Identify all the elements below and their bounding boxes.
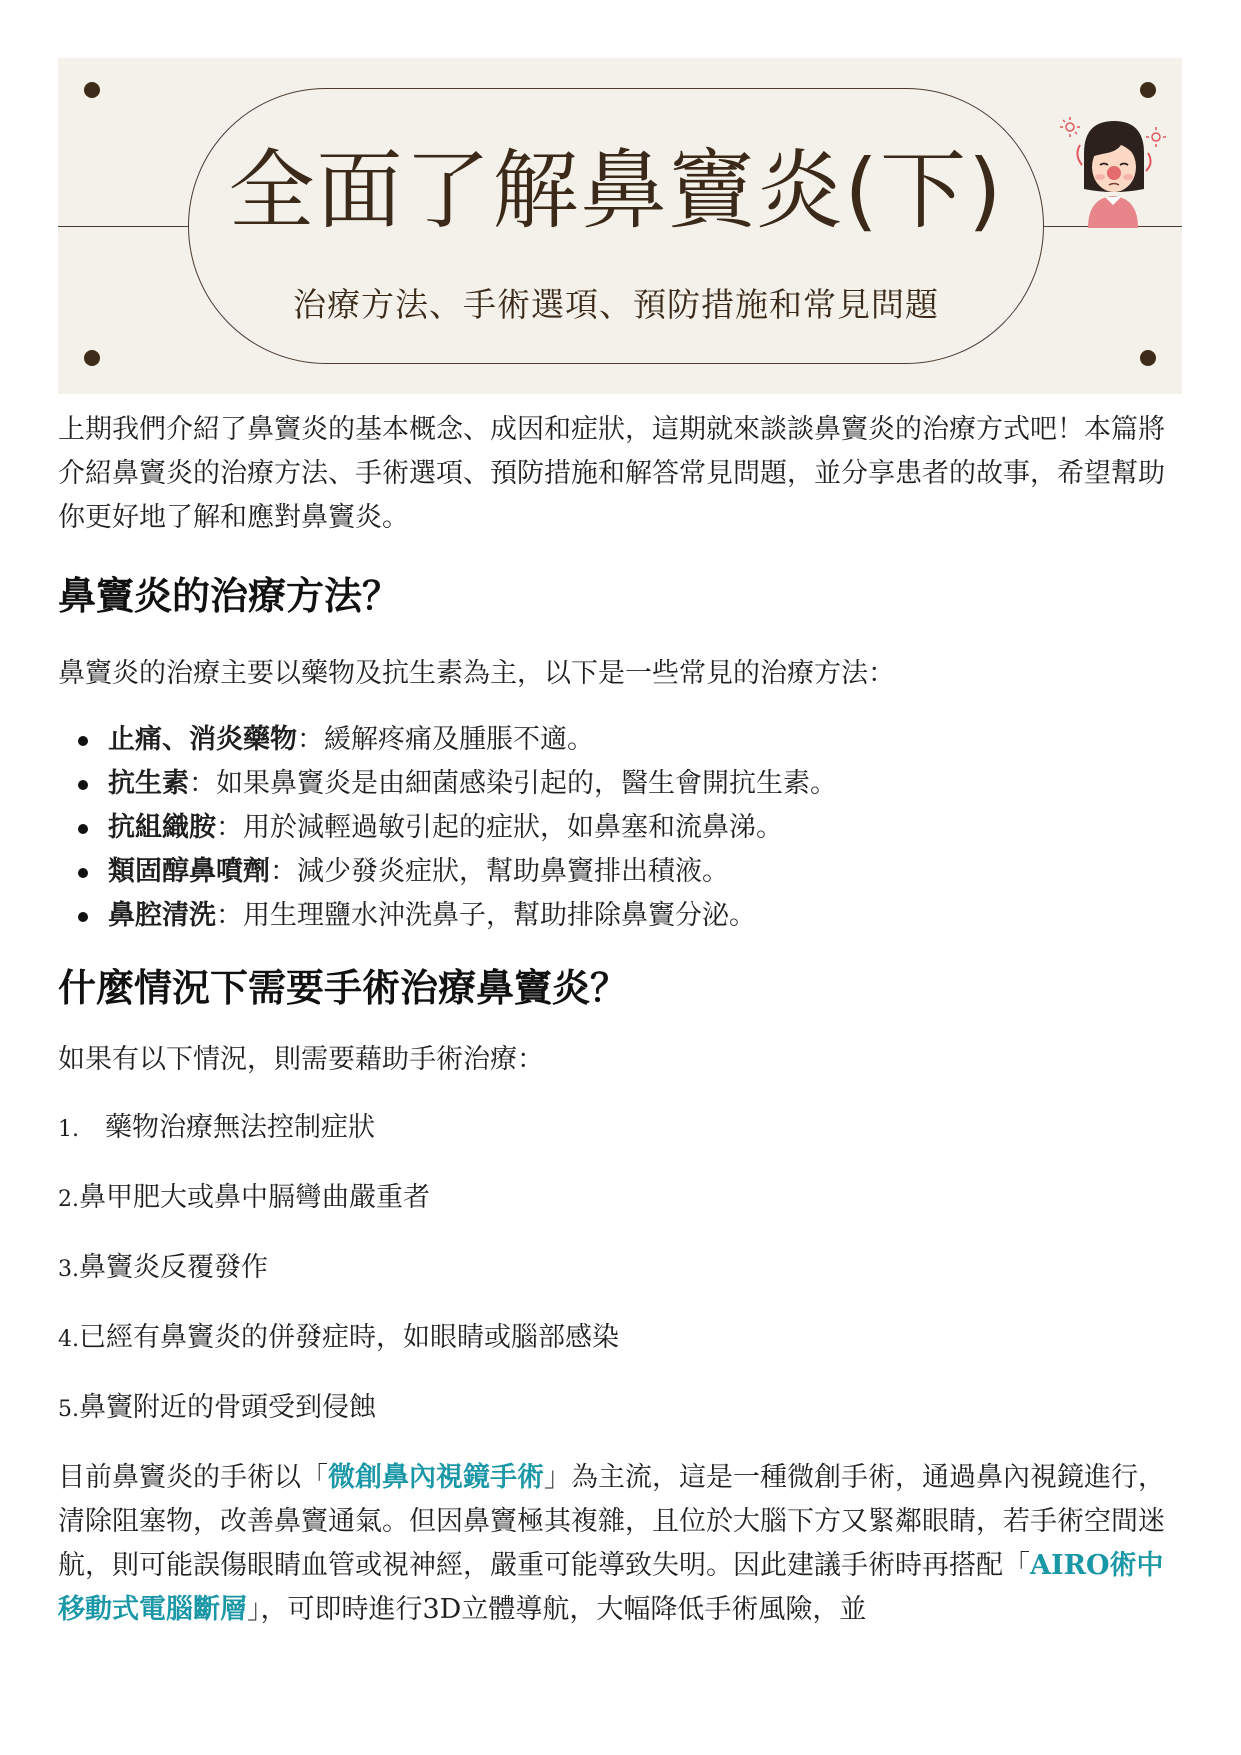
- list-item: [58, 762, 1182, 806]
- sick-girl-illustration: [1058, 113, 1168, 228]
- text-run: 目前鼻竇炎的手術以「: [58, 1462, 328, 1493]
- list-item: [58, 718, 1182, 762]
- surgery-lead: 如果有以下情況，則需要藉助手術治療：: [58, 1044, 544, 1075]
- list-item-desc: ：用生理鹽水沖洗鼻子，幫助排除鼻竇分泌。: [216, 900, 756, 931]
- item-number: 4.: [58, 1327, 79, 1352]
- numbered-item: [58, 1176, 1182, 1222]
- page-title: 全面了解鼻竇炎(下): [228, 141, 1004, 241]
- section-heading-treatment: 鼻竇炎的治療方法？: [58, 574, 401, 618]
- list-item: [58, 894, 1182, 938]
- list-item-term: 止痛、消炎藥物: [108, 724, 297, 755]
- list-item: [58, 850, 1182, 894]
- text-run: 立體導航，大幅降低手術風險，並: [461, 1594, 867, 1625]
- airo-label: AIRO: [1030, 1550, 1110, 1581]
- list-item-term: 抗組織胺: [108, 812, 216, 843]
- endoscopic-surgery-link[interactable]: 微創鼻內視鏡手術: [328, 1462, 544, 1493]
- corner-dot-icon: [1140, 350, 1156, 366]
- corner-dot-icon: [84, 350, 100, 366]
- item-text: 已經有鼻竇炎的併發症時，如眼睛或腦部感染: [79, 1322, 619, 1353]
- airo-link-text: 術中移動式電腦斷層: [58, 1550, 1164, 1625]
- list-item-desc: ：如果鼻竇炎是由細菌感染引起的，醫生會開抗生素。: [189, 768, 837, 799]
- item-text: 藥物治療無法控制症狀: [105, 1112, 375, 1143]
- list-item-term: 類固醇鼻噴劑: [108, 856, 270, 887]
- item-number: 3.: [58, 1257, 79, 1282]
- header-banner: [58, 58, 1182, 394]
- item-number: 5.: [58, 1397, 79, 1422]
- three-d-label: 3D: [422, 1594, 462, 1625]
- corner-dot-icon: [84, 82, 100, 98]
- item-text: 鼻竇附近的骨頭受到侵蝕: [79, 1392, 376, 1423]
- numbered-item: [58, 1316, 1182, 1362]
- intro-paragraph: 上期我們介紹了鼻竇炎的基本概念、成因和症狀，這期就來談談鼻竇炎的治療方式吧！本篇將介紹鼻竇炎的治療方法、手術選項、預防措施和解答常見問題，並分享患者的故事，希望幫助你更好地了解和應對鼻竇炎。: [58, 414, 1165, 533]
- item-number: 2.: [58, 1187, 79, 1212]
- numbered-item: [58, 1386, 1182, 1432]
- list-item-desc: ：緩解疼痛及腫脹不適。: [297, 724, 594, 755]
- text-run: 」，可即時進行: [247, 1594, 423, 1625]
- section-heading-surgery: 什麼情況下需要手術治療鼻竇炎？: [58, 966, 629, 1010]
- page-subtitle: 治療方法、手術選項、預防措施和常見問題: [293, 285, 939, 324]
- list-item-desc: ：減少發炎症狀，幫助鼻竇排出積液。: [270, 856, 729, 887]
- numbered-item: [58, 1106, 1182, 1152]
- banner-left-line: [58, 226, 198, 227]
- treatment-list: [58, 718, 1182, 938]
- item-number: 1.: [58, 1117, 79, 1142]
- list-item-term: 鼻腔清洗: [108, 900, 216, 931]
- treatment-lead: 鼻竇炎的治療主要以藥物及抗生素為主，以下是一些常見的治療方法：: [58, 658, 895, 689]
- surgery-paragraph: [58, 1456, 1182, 1632]
- numbered-item: [58, 1246, 1182, 1292]
- list-item-desc: ：用於減輕過敏引起的症狀，如鼻塞和流鼻涕。: [216, 812, 783, 843]
- item-text: 鼻甲肥大或鼻中膈彎曲嚴重者: [79, 1182, 430, 1213]
- list-item-term: 抗生素: [108, 768, 189, 799]
- item-text: 鼻竇炎反覆發作: [79, 1252, 268, 1283]
- corner-dot-icon: [1140, 82, 1156, 98]
- list-item: [58, 806, 1182, 850]
- text-run: 」為主流，這是一種微創手術，通過鼻內視鏡進行，清除阻塞物，改善鼻竇通氣。但因鼻竇極其複雜，且位於大腦下方又緊鄰眼睛，若手術空間迷航，則可能誤傷眼睛血管或視神經，嚴重可能導致失明。因此建議手術時再搭配「: [58, 1462, 1165, 1581]
- article-body: [58, 408, 1182, 1632]
- title-pill-frame: [188, 88, 1044, 364]
